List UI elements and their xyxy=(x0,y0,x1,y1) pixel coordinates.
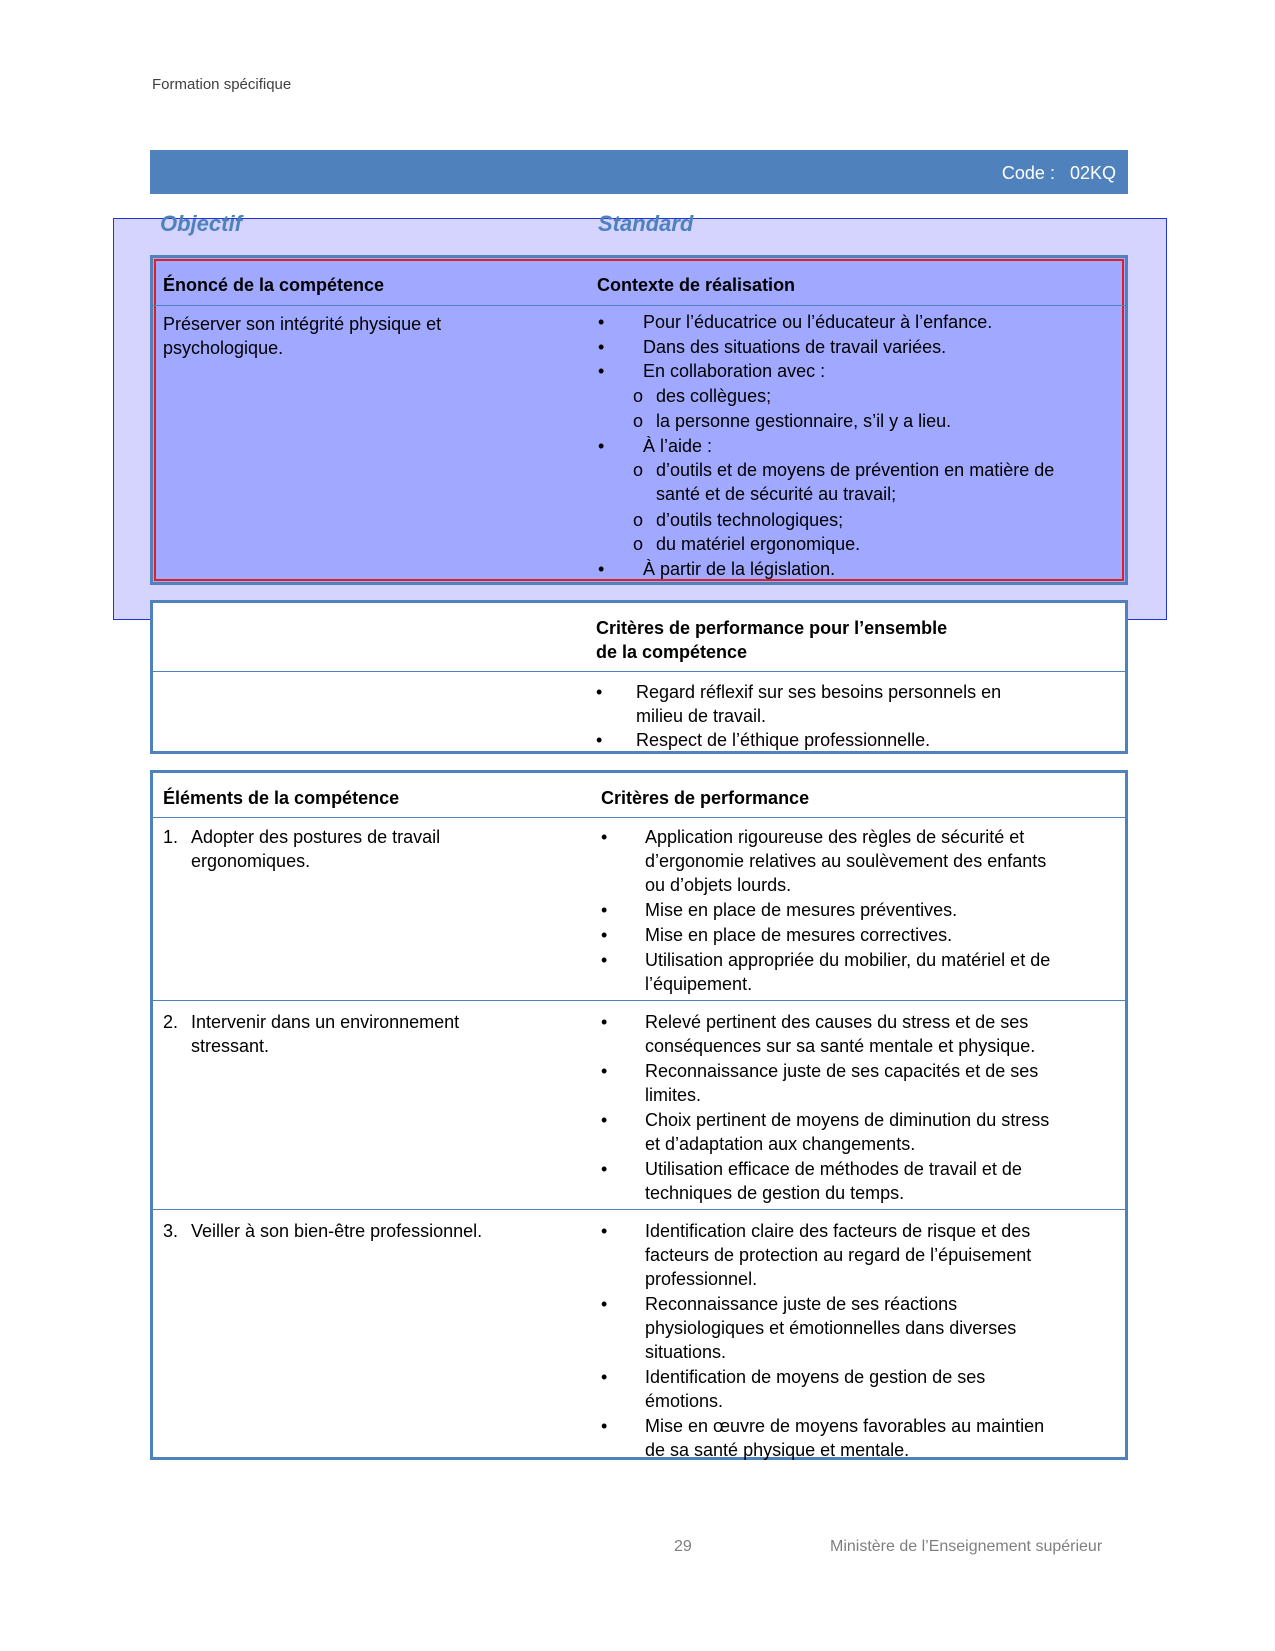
context-line: Pour l’éducatrice ou l’éducateur à l’enfance. xyxy=(643,312,993,332)
overall-criteria-header: Critères de performance pour l’ensemble de la compétence xyxy=(596,618,948,662)
criterion-line: ou d’objets lourds. xyxy=(645,875,792,895)
criterion-line: Identification de moyens de gestion de ses xyxy=(645,1366,986,1387)
footer-ministry: Ministère de l’Enseignement supérieur xyxy=(830,1538,1103,1555)
criterion-line: physiologiques et émotionnelles dans diverses xyxy=(645,1317,1017,1338)
criterion-line: limites. xyxy=(645,1084,702,1105)
criterion xyxy=(645,1414,1115,1462)
bullet: • xyxy=(601,1366,608,1387)
bullet: • xyxy=(601,827,608,847)
criterion xyxy=(645,1292,1115,1364)
panel-divider xyxy=(153,817,1125,818)
objectif-heading: Objectif xyxy=(160,211,242,236)
criterion-line: Utilisation appropriée du mobilier, du matériel et de xyxy=(645,949,1051,970)
criterion xyxy=(645,898,1115,922)
bullet: • xyxy=(598,435,605,456)
criterion-line: de sa santé physique et mentale. xyxy=(645,1439,910,1460)
code-label: Code : xyxy=(1001,163,1055,183)
overall-criteria-panel xyxy=(150,600,1128,754)
context-item xyxy=(656,384,1106,408)
criterion-line: Reconnaissance juste de ses capacités et de ses xyxy=(645,1060,1039,1081)
criterion-line: et d’adaptation aux changements. xyxy=(645,1133,916,1154)
context-item xyxy=(656,458,1106,506)
panel-divider xyxy=(153,305,1125,306)
criterion-line: l’équipement. xyxy=(645,973,753,994)
context-line: En collaboration avec : xyxy=(643,361,826,382)
bullet: • xyxy=(598,312,605,332)
context-header: Contexte de réalisation xyxy=(597,275,796,295)
element-line: stressant. xyxy=(191,1035,270,1056)
criterion-line: facteurs de protection au regard de l’épuisement xyxy=(645,1244,1032,1265)
competency-statement-header: Énoncé de la compétence xyxy=(163,275,385,295)
criterion-line: Relevé pertinent des causes du stress et de ses xyxy=(645,1011,1029,1032)
criterion-line: Mise en œuvre de moyens favorables au maintien xyxy=(645,1415,1045,1436)
sub-bullet: o xyxy=(633,460,644,481)
performance-criteria-header: Critères de performance xyxy=(601,788,810,808)
element-line: ergonomiques. xyxy=(191,851,311,871)
row-divider xyxy=(153,1000,1125,1001)
criterion-line: techniques de gestion du temps. xyxy=(645,1182,905,1203)
criterion xyxy=(645,1219,1115,1291)
bullet: • xyxy=(598,559,605,579)
criterion xyxy=(645,1059,1115,1107)
criterion-line: conséquences sur sa santé mentale et physique. xyxy=(645,1035,1036,1056)
criterion-line: d’ergonomie relatives au soulèvement des enfants xyxy=(645,851,1047,871)
criterion xyxy=(645,1108,1115,1156)
criterion xyxy=(645,1157,1115,1205)
elements-header: Éléments de la compétence xyxy=(163,788,400,808)
bullet: • xyxy=(601,1060,608,1081)
context-line: À partir de la législation. xyxy=(643,559,836,579)
context-line: du matériel ergonomique. xyxy=(656,534,861,555)
criterion-line: Utilisation efficace de méthodes de travail et de xyxy=(645,1158,1022,1179)
element-number: 2. xyxy=(163,1011,179,1032)
context-item xyxy=(643,557,1093,581)
criterion-line: Application rigoureuse des règles de sécurité et xyxy=(645,827,1025,847)
criterion-line: Regard réflexif sur ses besoins personnels en xyxy=(636,682,1002,702)
criterion-line: professionnel. xyxy=(645,1268,758,1289)
context-item xyxy=(643,359,1093,383)
criterion-line: Choix pertinent de moyens de diminution du stress xyxy=(645,1109,1050,1130)
context-line: santé et de sécurité au travail; xyxy=(656,484,897,505)
bullet: • xyxy=(601,1220,608,1241)
criterion-line: Mise en place de mesures préventives. xyxy=(645,899,958,920)
criterion-line: Reconnaissance juste de ses réactions xyxy=(645,1293,958,1314)
competency-statement: Préserver son intégrité physique et psychologique. xyxy=(163,314,442,358)
elements-panel xyxy=(150,770,1128,1460)
bullet: • xyxy=(601,1293,608,1314)
context-item xyxy=(643,434,1093,458)
competency-context-panel xyxy=(150,255,1128,585)
context-line: d’outils et de moyens de prévention en matière de xyxy=(656,460,1055,481)
context-item xyxy=(656,508,1106,532)
criterion-line: Respect de l’éthique professionnelle. xyxy=(636,730,931,750)
criterion xyxy=(645,1365,1115,1413)
panel-divider xyxy=(153,671,1125,672)
context-item xyxy=(656,532,1106,556)
sub-bullet: o xyxy=(633,386,644,407)
context-line: la personne gestionnaire, s’il y a lieu. xyxy=(656,410,952,431)
standard-heading: Standard xyxy=(598,211,694,236)
criterion xyxy=(645,923,1115,947)
row-divider xyxy=(153,1209,1125,1210)
bullet: • xyxy=(601,949,608,970)
overall-criterion xyxy=(636,680,1086,728)
element-number: 3. xyxy=(163,1220,179,1241)
overall-criterion xyxy=(636,728,1086,752)
sub-bullet: o xyxy=(633,534,644,555)
criterion xyxy=(645,825,1115,897)
element-label xyxy=(191,1219,551,1243)
page-number: 29 xyxy=(674,1538,692,1555)
context-item xyxy=(643,310,1093,334)
context-item xyxy=(656,409,1106,433)
bullet: • xyxy=(596,682,603,702)
bullet: • xyxy=(598,336,605,357)
context-line: des collègues; xyxy=(656,386,772,407)
element-line: Veiller à son bien-être professionnel. xyxy=(191,1220,483,1241)
element-label xyxy=(191,825,551,873)
criterion-line: Identification claire des facteurs de risque et des xyxy=(645,1220,1031,1241)
sub-bullet: o xyxy=(633,509,644,530)
bullet: • xyxy=(601,899,608,920)
sub-bullet: o xyxy=(633,410,644,431)
context-line: Dans des situations de travail variées. xyxy=(643,336,947,357)
running-title: Formation spécifique xyxy=(152,76,292,93)
code-value: 02KQ xyxy=(1069,163,1116,183)
criterion-line: émotions. xyxy=(645,1390,724,1411)
code-bar xyxy=(150,150,1128,194)
criterion-line: situations. xyxy=(645,1341,727,1362)
bullet: • xyxy=(596,730,603,750)
bullet: • xyxy=(601,1158,608,1179)
element-line: Intervenir dans un environnement xyxy=(191,1011,460,1032)
bullet: • xyxy=(601,924,608,945)
criterion-line: Mise en place de mesures correctives. xyxy=(645,924,953,945)
bullet: • xyxy=(601,1109,608,1130)
context-item xyxy=(643,335,1093,359)
bullet: • xyxy=(598,361,605,382)
competency-code xyxy=(1002,163,1116,184)
bullet: • xyxy=(601,1415,608,1436)
criterion xyxy=(645,948,1115,996)
context-line: d’outils technologiques; xyxy=(656,509,844,530)
element-number: 1. xyxy=(163,827,179,847)
context-line: À l’aide : xyxy=(643,435,713,456)
element-line: Adopter des postures de travail xyxy=(191,827,441,847)
bullet: • xyxy=(601,1011,608,1032)
element-label xyxy=(191,1010,551,1058)
criterion-line: milieu de travail. xyxy=(636,706,767,726)
criterion xyxy=(645,1010,1115,1058)
